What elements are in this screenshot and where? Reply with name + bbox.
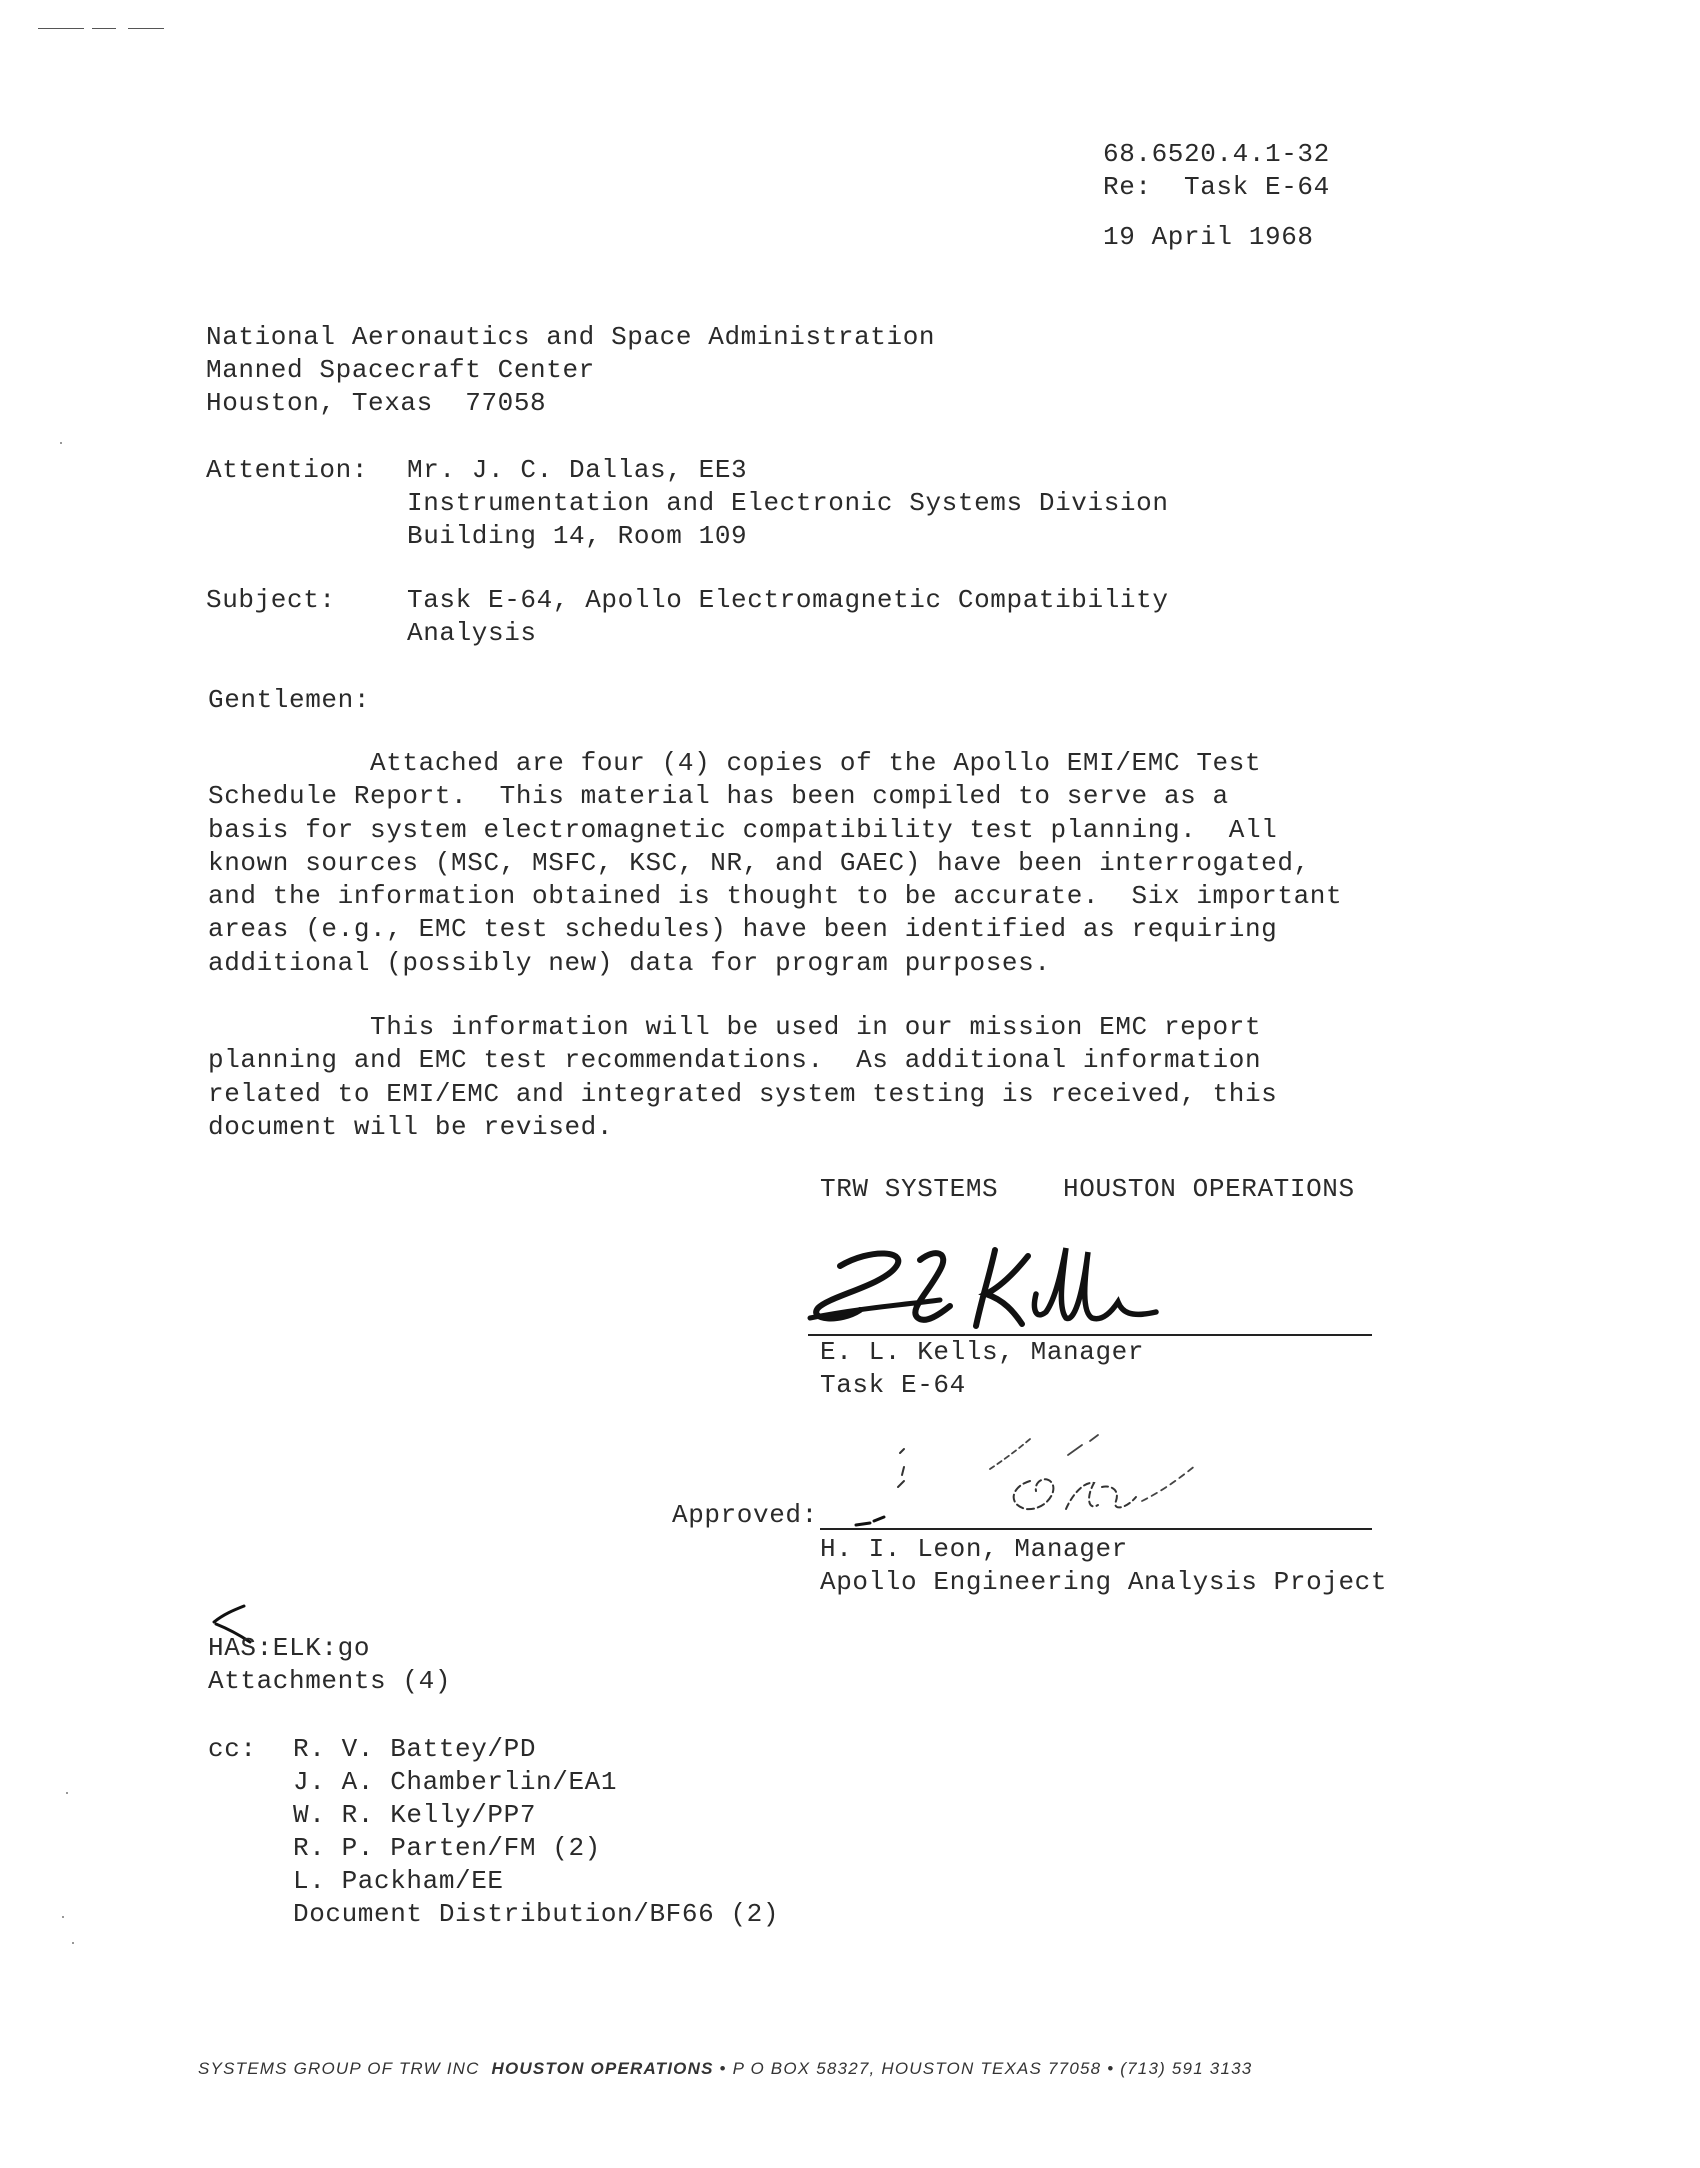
approved-label: Approved: bbox=[672, 1500, 818, 1530]
body-line: areas (e.g., EMC test schedules) have been identified as requiring bbox=[208, 914, 1278, 945]
approver-project: Apollo Engineering Analysis Project bbox=[820, 1567, 1388, 1597]
addressee-line-3: Houston, Texas 77058 bbox=[206, 388, 547, 418]
scan-dot bbox=[72, 1942, 74, 1944]
body-paragraph-1 bbox=[208, 747, 1342, 980]
scan-mark bbox=[128, 28, 164, 29]
body-line: planning and EMC test recommendations. As additional information bbox=[208, 1045, 1262, 1076]
scan-dot bbox=[66, 1792, 68, 1794]
footer-company: SYSTEMS GROUP OF TRW INC bbox=[198, 2059, 492, 2078]
leon-signature bbox=[840, 1425, 1260, 1535]
scan-dot bbox=[60, 442, 62, 444]
addressee-line-1: National Aeronautics and Space Administration bbox=[206, 322, 936, 352]
re-line: Re: Task E-64 bbox=[1103, 172, 1330, 202]
addressee-line-2: Manned Spacecraft Center bbox=[206, 355, 595, 385]
attention-line-2: Instrumentation and Electronic Systems Division bbox=[407, 488, 1169, 518]
signer-task: Task E-64 bbox=[820, 1370, 966, 1400]
body-line: basis for system electromagnetic compatibility test planning. All bbox=[208, 814, 1278, 845]
reference-initials: HAS:ELK:go bbox=[208, 1633, 371, 1663]
cc-recipient: Document Distribution/BF66 (2) bbox=[293, 1899, 780, 1929]
attachments-line: Attachments (4) bbox=[208, 1666, 452, 1696]
body-line: and the information obtained is thought to be accurate. Six important bbox=[208, 881, 1343, 912]
attention-label: Attention: bbox=[206, 455, 369, 485]
scan-dot bbox=[62, 1916, 64, 1918]
body-line: related to EMI/EMC and integrated system testing is received, this bbox=[208, 1078, 1278, 1109]
cc-recipient: L. Packham/EE bbox=[293, 1866, 504, 1896]
body-paragraph-2 bbox=[208, 1011, 1277, 1144]
body-line: document will be revised. bbox=[208, 1111, 614, 1142]
signer-name: E. L. Kells, Manager bbox=[820, 1337, 1145, 1367]
subject-line-2: Analysis bbox=[407, 618, 537, 648]
company-name: TRW SYSTEMS HOUSTON OPERATIONS bbox=[820, 1174, 1355, 1204]
body-line: Attached are four (4) copies of the Apollo EMI/EMC Test bbox=[208, 748, 1262, 778]
scan-mark bbox=[92, 28, 116, 29]
file-reference: 68.6520.4.1-32 bbox=[1103, 139, 1330, 169]
footer-division: HOUSTON OPERATIONS bbox=[491, 2059, 714, 2078]
footer-address: • P O BOX 58327, HOUSTON TEXAS 77058 • (713) 591 3133 bbox=[713, 2059, 1253, 2078]
salutation: Gentlemen: bbox=[208, 685, 371, 715]
body-line: known sources (MSC, MSFC, KSC, NR, and GAEC) have been interrogated, bbox=[208, 847, 1310, 878]
approver-name: H. I. Leon, Manager bbox=[820, 1534, 1128, 1564]
letterhead-footer bbox=[198, 2059, 1252, 2079]
cc-recipient: J. A. Chamberlin/EA1 bbox=[293, 1767, 618, 1797]
attention-line-1: Mr. J. C. Dallas, EE3 bbox=[407, 455, 748, 485]
cc-recipient: W. R. Kelly/PP7 bbox=[293, 1800, 537, 1830]
subject-label: Subject: bbox=[206, 585, 336, 615]
body-line: Schedule Report. This material has been compiled to serve as a bbox=[208, 781, 1229, 812]
body-line: This information will be used in our mission EMC report bbox=[208, 1012, 1262, 1042]
leon-signature-line bbox=[820, 1528, 1372, 1530]
attention-line-3: Building 14, Room 109 bbox=[407, 521, 748, 551]
letter-date: 19 April 1968 bbox=[1103, 222, 1314, 252]
scan-mark bbox=[38, 28, 84, 29]
kells-signature bbox=[800, 1238, 1200, 1338]
cc-recipient: R. P. Parten/FM (2) bbox=[293, 1833, 601, 1863]
body-line: additional (possibly new) data for program purposes. bbox=[208, 947, 1051, 978]
cc-recipient: R. V. Battey/PD bbox=[293, 1734, 537, 1764]
subject-line-1: Task E-64, Apollo Electromagnetic Compatibility bbox=[407, 585, 1169, 615]
cc-label: cc: bbox=[208, 1734, 257, 1764]
